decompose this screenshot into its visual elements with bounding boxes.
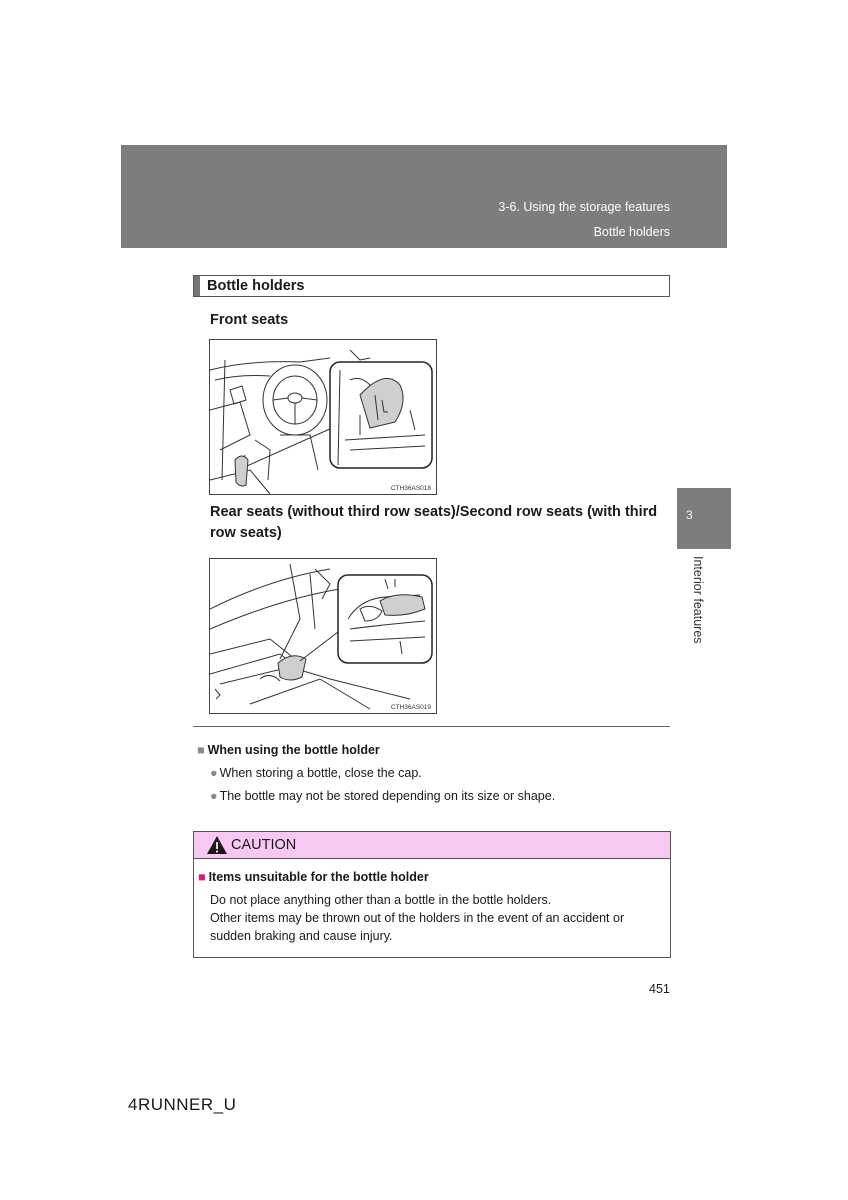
- note-bullet: [210, 766, 422, 780]
- chapter-label: Interior features: [691, 556, 705, 644]
- caution-body-line: Do not place anything other than a bottle in the bottle holders.: [210, 893, 552, 907]
- note-bullet-text: When storing a bottle, close the cap.: [219, 766, 422, 780]
- rear-seats-drawing: [210, 559, 436, 713]
- model-code: 4RUNNER_U: [128, 1095, 237, 1114]
- note-marker-icon: ■: [197, 743, 205, 757]
- caution-body-line: Other items may be thrown out of the holders in the event of an accident or sudden braking and cause injury.: [210, 911, 625, 943]
- front-image-code: CTH36AS018: [390, 485, 431, 492]
- section-divider: [193, 726, 670, 727]
- page-number: 451: [649, 982, 670, 996]
- front-seats-illustration: [209, 339, 437, 495]
- header-page-title: Bottle holders: [593, 225, 670, 239]
- caution-box: [193, 831, 671, 958]
- section-heading-bar: [194, 276, 200, 296]
- section-heading: Bottle holders: [207, 278, 305, 294]
- caution-title: CAUTION: [231, 837, 297, 853]
- caution-marker-icon: ■: [198, 870, 206, 884]
- bullet-icon: ●: [210, 789, 218, 803]
- header-band: [121, 145, 727, 248]
- chapter-number: 3: [686, 508, 693, 522]
- front-seats-drawing: [210, 340, 436, 494]
- caution-body: [210, 891, 668, 945]
- note-bullet-text: The bottle may not be stored depending on its size or shape.: [219, 789, 556, 803]
- caution-heading: [198, 870, 429, 884]
- note-bullet: [210, 789, 555, 803]
- caution-heading-text: Items unsuitable for the bottle holder: [208, 870, 429, 884]
- caution-title-bar: [194, 832, 670, 859]
- chapter-tab: [677, 488, 731, 549]
- note-heading: [197, 743, 380, 757]
- rear-seats-illustration: [209, 558, 437, 714]
- section-heading-box: [193, 275, 670, 297]
- bullet-icon: ●: [210, 766, 218, 780]
- warning-triangle-icon: [206, 835, 228, 855]
- front-seats-heading: Front seats: [210, 312, 289, 328]
- rear-image-code: CTH36AS019: [390, 704, 431, 711]
- note-heading-text: When using the bottle holder: [207, 743, 380, 757]
- header-section-title: 3-6. Using the storage features: [498, 200, 670, 214]
- rear-seats-heading: Rear seats (without third row seats)/Second row seats (with third row seats): [210, 504, 658, 541]
